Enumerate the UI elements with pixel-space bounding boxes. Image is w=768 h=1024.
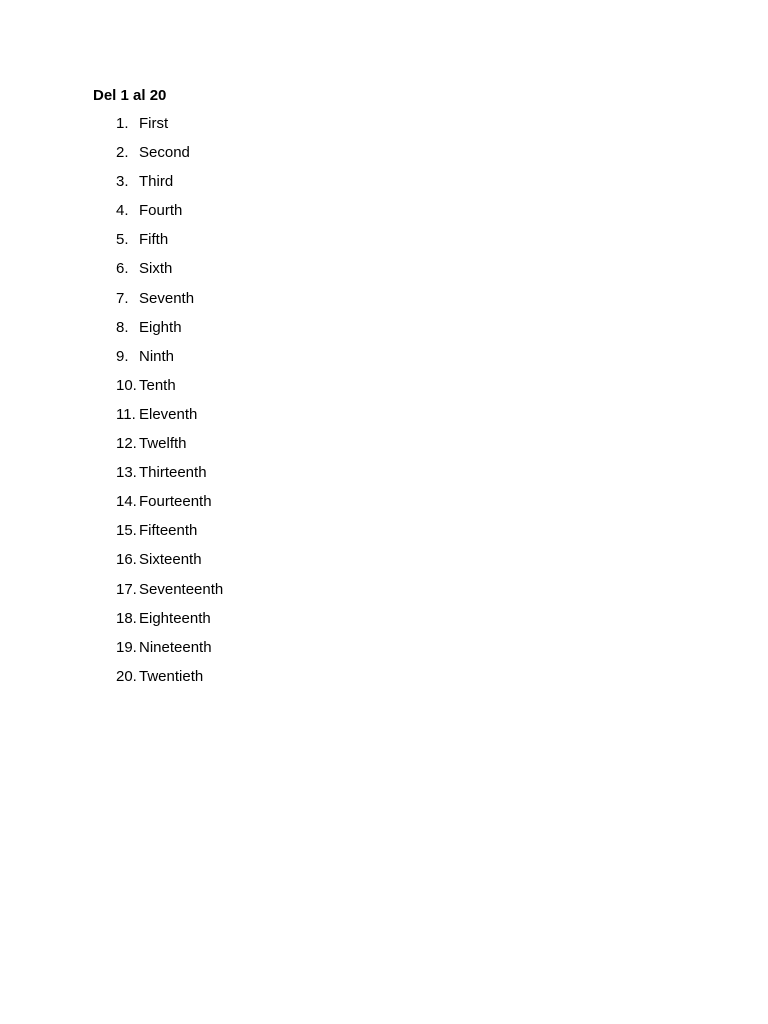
list-item <box>116 667 223 696</box>
list-item-number: 16. <box>116 551 137 569</box>
list-item-text: Seventeenth <box>139 580 224 598</box>
list-item-text: Twentieth <box>139 667 204 685</box>
list-item-text: Third <box>139 173 174 191</box>
list-item-text: Eleventh <box>139 405 198 423</box>
list-item-text: Fourth <box>139 202 183 220</box>
list-item <box>116 550 223 579</box>
list-item <box>116 201 223 230</box>
list-item-number: 6. <box>116 260 129 278</box>
list-item-number: 11. <box>116 405 136 423</box>
list-item-text: Nineteenth <box>139 638 212 656</box>
list-item <box>116 492 223 521</box>
list-item-text: Sixteenth <box>139 551 202 569</box>
list-item-text: Sixth <box>139 260 173 278</box>
list-item-number: 20. <box>116 667 137 685</box>
list-item <box>116 143 223 172</box>
list-item-text: Eighth <box>139 318 182 336</box>
list-item <box>116 638 223 667</box>
list-item <box>116 172 223 201</box>
list-item-number: 2. <box>116 144 129 162</box>
list-item-number: 1. <box>116 115 129 132</box>
list-item <box>116 114 223 143</box>
list-item-text: Eighteenth <box>139 609 211 627</box>
list-item-text: Fifth <box>139 231 169 249</box>
list-item-number: 17. <box>116 580 137 598</box>
list-item-number: 13. <box>116 464 137 482</box>
list-item-text: Second <box>139 144 190 162</box>
list-item <box>116 463 223 492</box>
list-item-number: 19. <box>116 638 137 656</box>
list-item-number: 5. <box>116 231 129 249</box>
list-item-text: First <box>139 115 169 132</box>
list-item-number: 12. <box>116 435 137 453</box>
list-item <box>116 580 223 609</box>
list-item-number: 9. <box>116 347 129 365</box>
list-item-text: Fourteenth <box>139 493 212 511</box>
list-item <box>116 405 223 434</box>
list-item-text: Ninth <box>139 347 175 365</box>
list-item-text: Seventh <box>139 289 195 307</box>
document-heading: Del 1 al 20 <box>93 87 167 104</box>
list-item <box>116 434 223 463</box>
list-item-number: 14. <box>116 493 137 511</box>
list-item <box>116 521 223 550</box>
list-item-text: Tenth <box>139 376 176 394</box>
list-item-text: Twelfth <box>139 435 187 453</box>
ordinal-list <box>116 114 223 696</box>
list-item <box>116 376 223 405</box>
list-item-number: 15. <box>116 522 137 540</box>
list-item-number: 3. <box>116 173 129 191</box>
list-item-number: 10. <box>116 376 137 394</box>
list-item-text: Thirteenth <box>139 464 207 482</box>
list-item <box>116 289 223 318</box>
list-item <box>116 609 223 638</box>
list-item-number: 7. <box>116 289 129 307</box>
list-item <box>116 347 223 376</box>
list-item <box>116 318 223 347</box>
list-item <box>116 230 223 259</box>
list-item-number: 18. <box>116 609 137 627</box>
list-item-number: 8. <box>116 318 129 336</box>
list-item <box>116 259 223 288</box>
list-item-number: 4. <box>116 202 129 220</box>
list-item-text: Fifteenth <box>139 522 198 540</box>
